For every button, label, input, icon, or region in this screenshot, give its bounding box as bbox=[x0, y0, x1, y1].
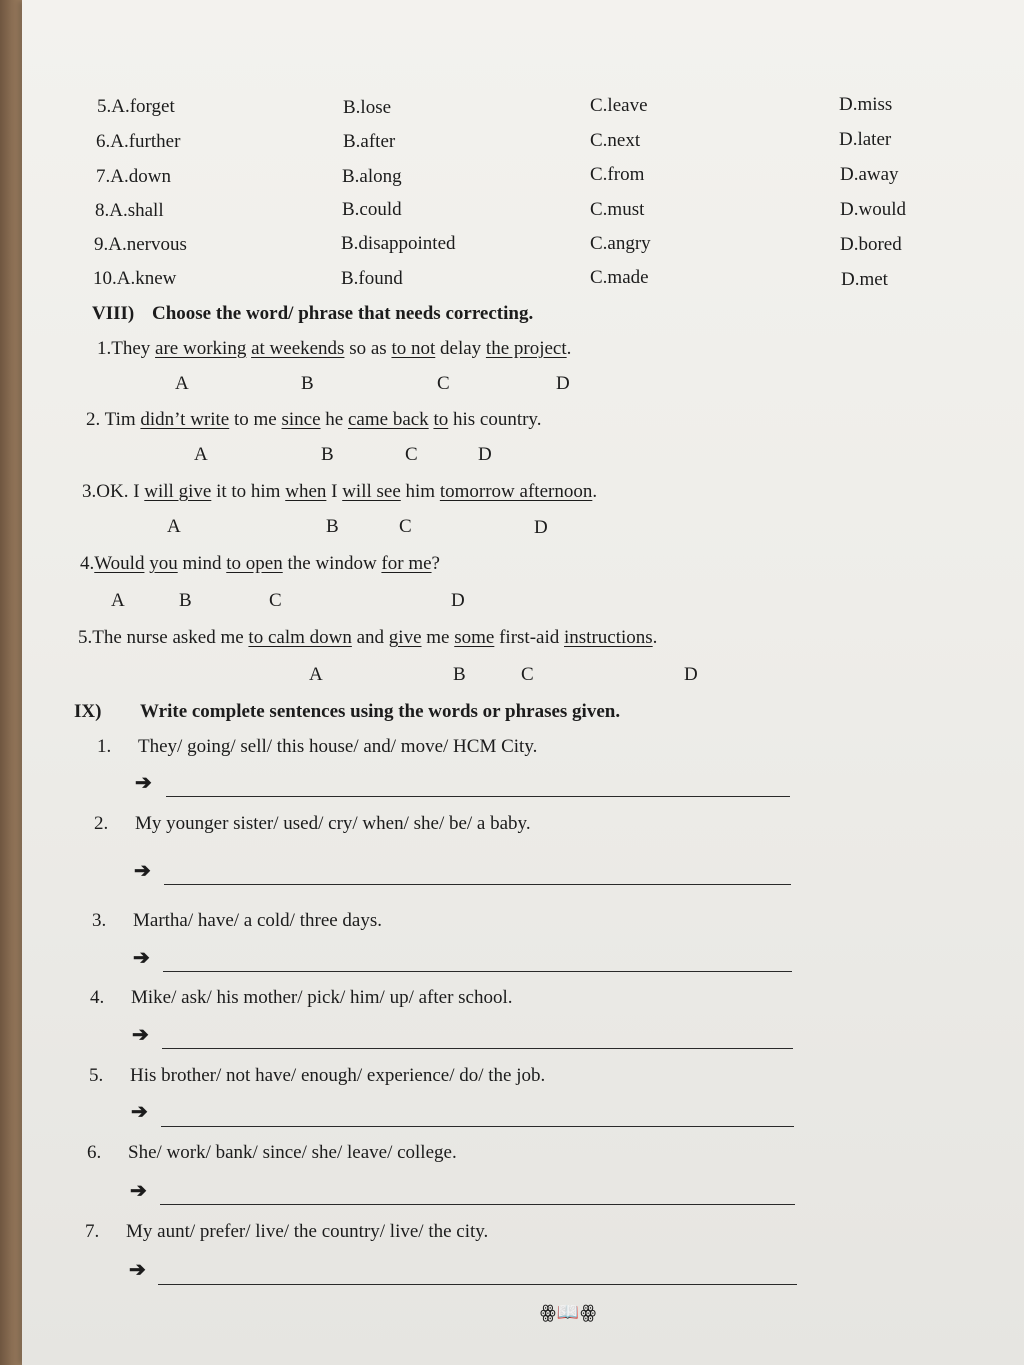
answer-line[interactable] bbox=[162, 1048, 793, 1049]
answer-line[interactable] bbox=[158, 1284, 797, 1285]
underlined-part-b: give bbox=[388, 627, 422, 648]
underlined-part-c: came back bbox=[347, 409, 429, 430]
option-b: B.found bbox=[341, 268, 403, 289]
underlined-part-a: will give bbox=[144, 481, 212, 502]
option-b: B.disappointed bbox=[341, 233, 456, 254]
sentence-number: 6. bbox=[87, 1142, 102, 1163]
answer-line[interactable] bbox=[164, 884, 791, 885]
answer-letter-a: A bbox=[111, 590, 125, 611]
option-b: B.could bbox=[342, 199, 402, 220]
sentence-prompt: Martha/ have/ a cold/ three days. bbox=[133, 910, 383, 931]
answer-line[interactable] bbox=[166, 796, 790, 797]
sentence-number: 7. bbox=[85, 1221, 100, 1242]
underlined-part-a: to calm down bbox=[248, 627, 352, 648]
answer-letter-b: B bbox=[179, 590, 192, 611]
option-c: C.must bbox=[590, 199, 645, 220]
option-c: C.next bbox=[590, 130, 641, 151]
sentence-prompt: My younger sister/ used/ cry/ when/ she/ be/ a baby. bbox=[135, 813, 531, 834]
arrow-icon: ➔ bbox=[133, 947, 150, 969]
sentence-number: 2. bbox=[94, 813, 109, 834]
sentence-prompt: They/ going/ sell/ this house/ and/ move/ HCM City. bbox=[138, 736, 538, 757]
option-d: D.later bbox=[839, 129, 892, 150]
option-a: 10.A.knew bbox=[93, 268, 177, 289]
answer-letter-a: A bbox=[194, 444, 208, 465]
arrow-icon: ➔ bbox=[129, 1259, 146, 1281]
option-a: 8.A.shall bbox=[95, 200, 164, 221]
answer-letter-c: C bbox=[437, 373, 450, 394]
section8-heading: Choose the word/ phrase that needs correcting. bbox=[152, 303, 534, 324]
underlined-part-a: didn’t write bbox=[140, 409, 230, 430]
arrow-icon: ➔ bbox=[130, 1180, 147, 1202]
answer-letter-d: D bbox=[556, 373, 570, 394]
answer-letter-c: C bbox=[399, 516, 412, 537]
answer-letter-c: C bbox=[521, 664, 534, 685]
underlined-part-c: to not bbox=[391, 338, 436, 359]
answer-letter-b: B bbox=[326, 516, 339, 537]
book-ornament-icon: ꙮ📖ꙮ bbox=[540, 1302, 598, 1322]
section8-number: VIII) bbox=[92, 303, 135, 324]
option-c: C.made bbox=[590, 267, 649, 288]
underlined-part-d: for me bbox=[381, 553, 432, 574]
underlined-part-b: you bbox=[149, 553, 178, 574]
answer-letter-d: D bbox=[534, 517, 548, 538]
option-a: 7.A.down bbox=[96, 166, 171, 187]
option-a: 6.A.further bbox=[96, 131, 181, 152]
underlined-part-d: instructions bbox=[564, 627, 653, 648]
option-a: 9.A.nervous bbox=[94, 234, 187, 255]
option-d: D.met bbox=[841, 269, 888, 290]
answer-letter-a: A bbox=[309, 664, 323, 685]
sentence-prompt: My aunt/ prefer/ live/ the country/ live/ the city. bbox=[126, 1221, 489, 1242]
answer-letter-c: C bbox=[405, 444, 418, 465]
answer-letter-d: D bbox=[478, 444, 492, 465]
option-b: B.along bbox=[342, 166, 402, 187]
answer-letter-d: D bbox=[684, 664, 698, 685]
option-a: 5.A.forget bbox=[97, 96, 175, 117]
arrow-icon: ➔ bbox=[132, 1024, 149, 1046]
underlined-part-d: the project bbox=[485, 338, 567, 359]
option-c: C.leave bbox=[590, 95, 648, 116]
underlined-part-c: will see bbox=[342, 481, 401, 502]
sentence-prompt: She/ work/ bank/ since/ she/ leave/ college. bbox=[128, 1142, 457, 1163]
section8-question-2: 2. Tim didn’t write to me since he came back to his country. bbox=[86, 409, 542, 430]
option-d: D.miss bbox=[839, 94, 893, 115]
option-c: C.from bbox=[590, 164, 645, 185]
section8-question-1: 1.They are working at weekends so as to not delay the project. bbox=[97, 338, 572, 359]
answer-letter-a: A bbox=[167, 516, 181, 537]
section8-question-4: 4.Would you mind to open the window for me? bbox=[80, 553, 440, 574]
answer-letter-b: B bbox=[301, 373, 314, 394]
option-b: B.after bbox=[343, 131, 396, 152]
section8-question-5: 5.The nurse asked me to calm down and give me some first-aid instructions. bbox=[78, 627, 658, 648]
option-d: D.away bbox=[840, 164, 899, 185]
sentence-prompt: His brother/ not have/ enough/ experience/ do/ the job. bbox=[130, 1065, 546, 1086]
section8-question-3: 3.OK. I will give it to him when I will see him tomorrow afternoon. bbox=[82, 481, 598, 502]
section9-number: IX) bbox=[74, 701, 102, 722]
option-d: D.bored bbox=[840, 234, 902, 255]
underlined-part-d: to bbox=[433, 409, 449, 430]
underlined-part-d: tomorrow afternoon bbox=[439, 481, 593, 502]
underlined-part-c: to open bbox=[226, 553, 283, 574]
sentence-number: 3. bbox=[92, 910, 107, 931]
answer-line[interactable] bbox=[161, 1126, 794, 1127]
underlined-part-b: when bbox=[285, 481, 327, 502]
arrow-icon: ➔ bbox=[131, 1101, 148, 1123]
answer-letter-b: B bbox=[453, 664, 466, 685]
option-c: C.angry bbox=[590, 233, 651, 254]
answer-line[interactable] bbox=[163, 971, 792, 972]
sentence-number: 4. bbox=[90, 987, 105, 1008]
underlined-part-b: at weekends bbox=[251, 338, 345, 359]
answer-letter-a: A bbox=[175, 373, 189, 394]
section9-heading: Write complete sentences using the words or phrases given. bbox=[140, 701, 621, 722]
option-b: B.lose bbox=[343, 97, 392, 118]
arrow-icon: ➔ bbox=[134, 860, 151, 882]
underlined-part-a: Would bbox=[94, 553, 145, 574]
option-d: D.would bbox=[840, 199, 906, 220]
answer-line[interactable] bbox=[160, 1204, 795, 1205]
arrow-icon: ➔ bbox=[135, 772, 152, 794]
answer-letter-d: D bbox=[451, 590, 465, 611]
answer-letter-c: C bbox=[269, 590, 282, 611]
sentence-number: 5. bbox=[89, 1065, 104, 1086]
underlined-part-b: since bbox=[281, 409, 321, 430]
underlined-part-c: some bbox=[454, 627, 495, 648]
sentence-prompt: Mike/ ask/ his mother/ pick/ him/ up/ after school. bbox=[131, 987, 513, 1008]
answer-letter-b: B bbox=[321, 444, 334, 465]
underlined-part-a: are working bbox=[155, 338, 247, 359]
sentence-number: 1. bbox=[97, 736, 112, 757]
